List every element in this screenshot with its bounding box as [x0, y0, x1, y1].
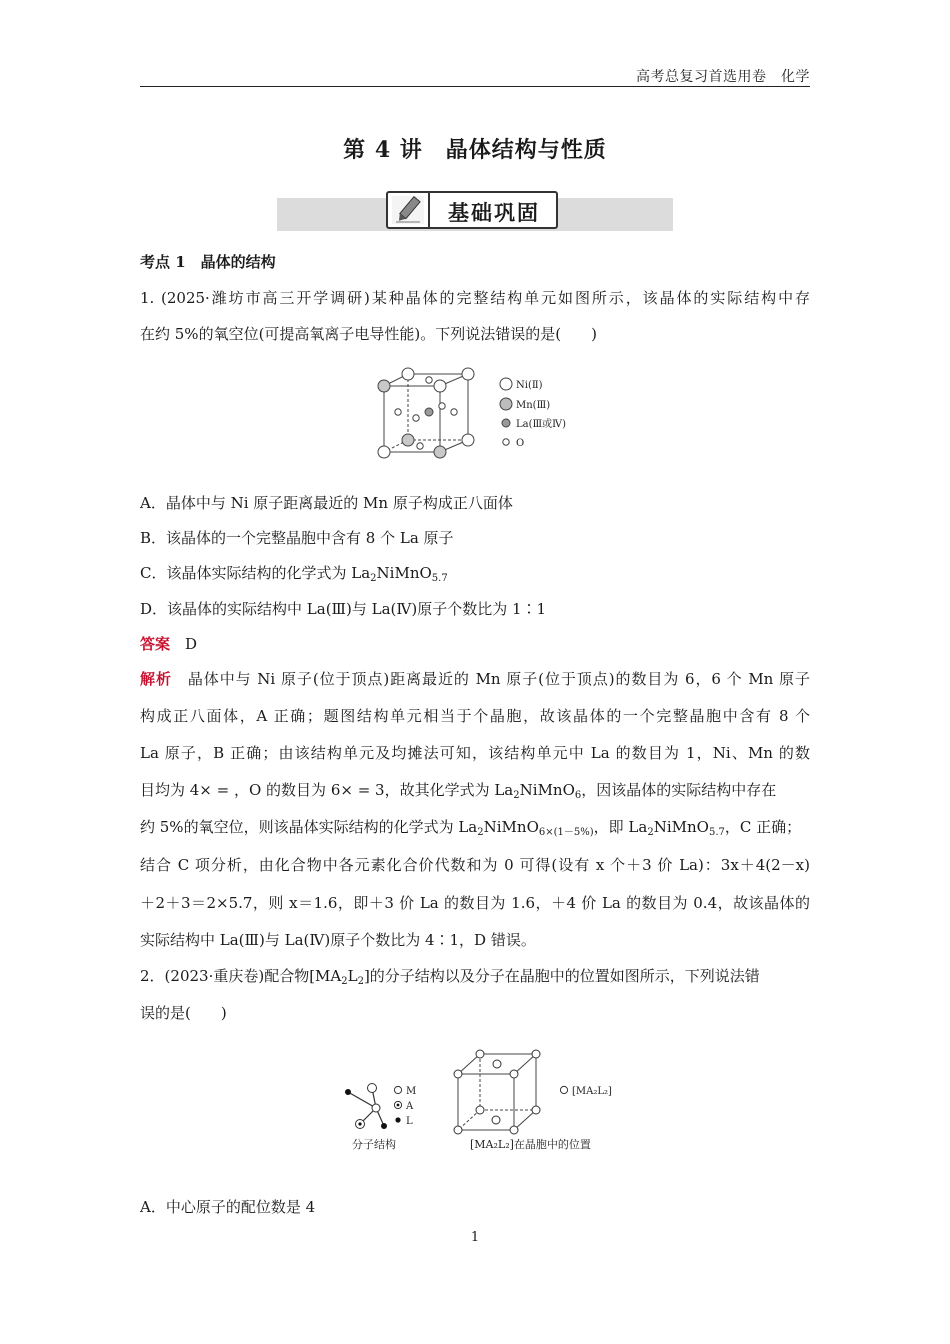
q2-option-a: A．中心原子的配位数是 4: [140, 1198, 316, 1216]
cell-molecule: [454, 1126, 462, 1134]
legend-m-label: M: [406, 1086, 417, 1097]
o-atom: [451, 409, 457, 415]
legend-cell-marker: [560, 1086, 567, 1093]
q1-analysis-line5: 约 5%的氧空位，则该晶体实际结构的化学式为 $La_2NiMnO_{6\times(1-5\%)}$，即 $La_2NiMnO_{5.7}$，C 正确；: [140, 818, 802, 838]
ni-atom: [402, 434, 414, 446]
q1-stem-line1: 1. (2025·潍坊市高三开学调研)某种晶体的完整结构单元如图所示，该晶体的实际结构中存: [140, 289, 810, 307]
q1-stem-line2: 在约 5%的氧空位(可提高氧离子电导性能)。下列说法错误的是( ): [140, 325, 597, 343]
answer-value: D: [185, 635, 198, 653]
cell-molecule: [476, 1106, 484, 1114]
legend-m-marker: [394, 1086, 401, 1093]
legend-o-marker: [503, 439, 509, 445]
mn-atom: [378, 446, 390, 458]
cell-molecule: [510, 1126, 518, 1134]
q1-answer: [140, 634, 810, 654]
header-title: 高考总复习首选用卷 化学: [636, 69, 810, 85]
pencil-icon: [390, 194, 426, 226]
la-atom: [425, 408, 433, 416]
legend-ni-marker: [500, 378, 512, 390]
banner-divider: [428, 193, 430, 227]
mn-atom: [434, 380, 446, 392]
legend-o-label: O: [516, 438, 525, 449]
mn-atom: [462, 434, 474, 446]
page-number: 1: [470, 1230, 480, 1245]
o-atom: [413, 415, 419, 421]
cell-molecule: [476, 1050, 484, 1058]
q1-analysis-line3: La 原子，B 正确；由该结构单元及均摊法可知，该结构单元中 La 的数目为 1，Ni、Mn 的数: [140, 744, 810, 762]
q1-analysis-line2: 构成正八面体，A 正确；题图结构单元相当于个晶胞，故该晶体的一个完整晶胞中含有 8 个: [140, 707, 810, 725]
q1-analysis-line6: 结合 C 项分析，由化合物中各元素化合价代数和为 0 可得(设有 x 个＋3 价 La)：3x＋4(2－x): [140, 856, 810, 874]
cell-molecule: [493, 1060, 501, 1068]
legend-a-label: A: [406, 1101, 414, 1112]
molecule-l-atom: [345, 1089, 351, 1095]
q1-analysis-line4: 目均为 4× = ，O 的数目为 6× = 3，故其化学式为 $La_2NiMnO_6$，因该晶体的实际结构中存在: [140, 781, 777, 801]
q1-crystal-figure: [372, 362, 582, 464]
o-atom: [439, 403, 445, 409]
cell-molecule: [532, 1106, 540, 1114]
page-title: 第 4 讲 晶体结构与性质: [343, 137, 607, 163]
q1-option-b: B．该晶体的一个完整晶胞中含有 8 个 La 原子: [140, 529, 454, 547]
q2-figure: [330, 1040, 630, 1160]
legend-l-marker: [395, 1117, 400, 1122]
molecule-structure: [345, 1084, 387, 1130]
ni-atom: [462, 368, 474, 380]
header-rule: [140, 86, 810, 87]
legend-l-label: L: [406, 1116, 413, 1127]
fig-label-molecule: 分子结构: [352, 1138, 396, 1151]
legend-ni-label: Ni(Ⅱ): [516, 380, 543, 391]
cell-molecule: [532, 1050, 540, 1058]
cell-molecule: [454, 1070, 462, 1078]
q1-option-d: D．该晶体的实际结构中 La(Ⅲ)与 La(Ⅳ)原子个数比为 1∶1: [140, 600, 547, 618]
q1-analysis-line8: 实际结构中 La(Ⅲ)与 La(Ⅳ)原子个数比为 4∶1，D 错误。: [140, 931, 536, 949]
legend-cell-label: [MA₂L₂]: [572, 1086, 612, 1097]
ni-atom: [434, 446, 446, 458]
q1-analysis-line7: ＋2＋3＝2×5.7，则 x＝1.6，即＋3 价 La 的数目为 1.6，＋4 价 La 的数目为 0.4，故该晶体的: [140, 894, 810, 912]
legend-mn-marker: [500, 398, 512, 410]
ni-atom: [378, 380, 390, 392]
legend-la-marker: [502, 419, 510, 427]
molecule-a-atom: [368, 1084, 377, 1093]
molecule-m-atom: [372, 1104, 380, 1112]
cell-molecule: [492, 1116, 500, 1124]
legend-mn-label: Mn(Ⅲ): [516, 400, 551, 411]
banner-label: 基础巩固: [448, 201, 540, 225]
o-atom: [417, 443, 423, 449]
q1-analysis-line1: 解析 晶体中与 Ni 原子(位于顶点)距离最近的 Mn 原子(位于顶点)的数目为 6，6 个 Mn 原子: [140, 670, 810, 688]
section-heading: 考点 1 晶体的结构: [140, 253, 276, 271]
legend-la-label: La(Ⅲ或Ⅳ): [516, 419, 567, 430]
q1-option-a: A．晶体中与 Ni 原子距离最近的 Mn 原子构成正八面体: [140, 494, 513, 512]
q2-stem-line1: 2．(2023·重庆卷)配合物$[MA_2L_2]$的分子结构以及分子在晶胞中的位置如图所示，下列说法错: [140, 967, 760, 987]
cell-molecule: [510, 1070, 518, 1078]
o-atom: [395, 409, 401, 415]
o-atom: [426, 377, 432, 383]
mn-atom: [402, 368, 414, 380]
molecule-l-atom: [381, 1123, 387, 1129]
fig-label-cell: [MA₂L₂]在晶胞中的位置: [470, 1138, 591, 1151]
analysis-label: 解析: [140, 670, 172, 688]
answer-label: 答案: [140, 635, 171, 653]
q2-stem-line2: 误的是( ): [140, 1004, 227, 1022]
q1-option-c: C．该晶体实际结构的化学式为 $La_2NiMnO_{5.7}$: [140, 564, 448, 584]
